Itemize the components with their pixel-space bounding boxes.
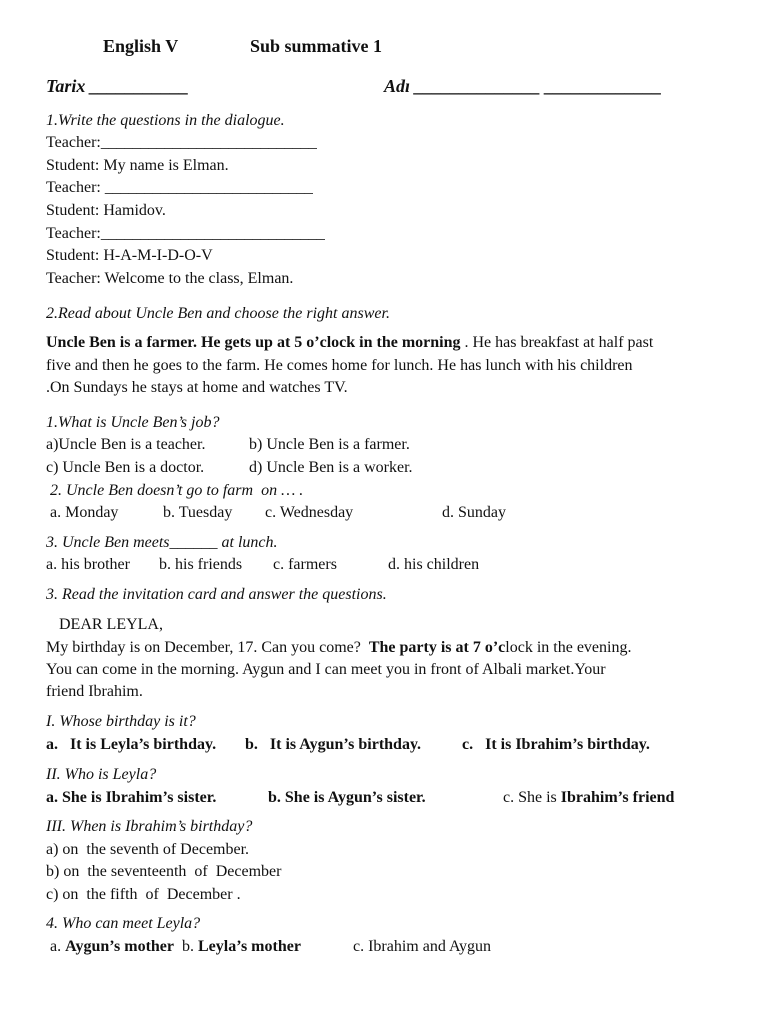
option-q4-b-prefix: b. [174,938,198,955]
name-field[interactable] [384,76,662,96]
question-I: I. Whose birthday is it? [46,713,196,730]
letter-line1-a: My birthday is on December, 17. Can you come? [46,639,369,656]
option-qII-a[interactable]: a. She is Ibrahim’s sister. [46,789,217,806]
option-q2-b[interactable]: b. Tuesday [163,504,233,521]
option-qI-c[interactable]: c. It is Ibrahim’s birthday. [462,736,650,753]
date-blank: ___________ [89,76,189,96]
option-q1-a[interactable]: a)Uncle Ben is a teacher. [46,436,206,453]
date-label: Tarix [46,76,86,96]
option-qI-a[interactable]: a. It is Leyla’s birthday. [46,736,217,753]
dialogue-line: Student: My name is Elman. [46,157,229,174]
question-III: III. When is Ibrahim’s birthday? [46,818,253,835]
option-q2-a[interactable]: a. Monday [50,504,119,521]
option-q4-a: Aygun’s mother [65,938,174,955]
option-q1-c[interactable]: c) Uncle Ben is a doctor. [46,459,205,476]
test-title: Sub summative 1 [250,36,383,56]
dialogue-line: Student: Hamidov. [46,202,166,219]
option-q1-d[interactable]: d) Uncle Ben is a worker. [249,459,413,476]
date-field[interactable] [46,76,189,96]
reading-rest: . He has breakfast at half past [460,334,654,351]
dialogue-line[interactable]: Teacher:___________________________ [46,134,317,151]
question-1: 1.What is Uncle Ben’s job? [46,414,220,431]
name-label: Adı [384,76,411,96]
dialogue-line[interactable]: Teacher: __________________________ [46,179,313,196]
name-blank: ______________ _____________ [414,76,663,96]
option-q2-c[interactable]: c. Wednesday [265,504,354,521]
option-qIII-b[interactable]: b) on the seventeenth of December [46,863,282,880]
option-q3-b[interactable]: b. his friends [159,556,243,573]
option-q3-a[interactable]: a. his brother [46,556,130,573]
task1-heading: 1.Write the questions in the dialogue. [46,112,285,129]
letter-line: You can come in the morning. Aygun and I can meet you in front of Albali market.Your [46,661,606,678]
letter-line [46,638,631,658]
letter-line1-c: lock in the evening. [505,639,632,656]
option-qII-c-bold: Ibrahim’s friend [560,789,675,806]
dialogue-line: Student: H-A-M-I-D-O-V [46,247,213,264]
task3-heading: 3. Read the invitation card and answer the questions. [46,586,387,603]
reading-text-line: five and then he goes to the farm. He comes home for lunch. He has lunch with his children [46,357,633,374]
question-3: 3. Uncle Ben meets______ at lunch. [46,534,278,551]
option-q3-d[interactable]: d. his children [388,556,480,573]
reading-bold: Uncle Ben is a farmer. He gets up at 5 o’clock in the morning [46,334,461,351]
option-qII-c-prefix: c. She is [503,789,561,806]
question-2: 2. Uncle Ben doesn’t go to farm on … . [50,482,304,499]
option-q1-b[interactable]: b) Uncle Ben is a farmer. [249,436,410,453]
option-q4-a-prefix: a. [50,938,66,955]
reading-text-line [46,333,653,353]
option-q4-ab[interactable] [50,937,301,957]
letter-line1-bold: The party is at 7 o’c [368,639,506,656]
dialogue-line: Teacher: Welcome to the class, Elman. [46,270,294,287]
question-II: II. Who is Leyla? [46,766,157,783]
option-q2-d[interactable]: d. Sunday [442,504,506,521]
task2-heading: 2.Read about Uncle Ben and choose the right answer. [46,305,390,322]
option-qII-c[interactable] [503,788,674,808]
subject-title: English V [103,36,179,56]
option-q3-c[interactable]: c. farmers [273,556,337,573]
question-4: 4. Who can meet Leyla? [46,915,201,932]
option-qI-b[interactable]: b. It is Aygun’s birthday. [245,736,422,753]
option-q4-b: Leyla’s mother [198,938,301,955]
option-qII-b[interactable]: b. She is Aygun’s sister. [268,789,426,806]
letter-greeting: DEAR LEYLA, [59,616,163,633]
option-q4-c[interactable]: c. Ibrahim and Aygun [353,938,492,955]
letter-line: friend Ibrahim. [46,683,143,700]
dialogue-line[interactable]: Teacher:____________________________ [46,225,325,242]
option-qIII-c[interactable]: c) on the fifth of December . [46,886,241,903]
reading-text-line: .On Sundays he stays at home and watches TV. [46,379,348,396]
option-qIII-a[interactable]: a) on the seventh of December. [46,841,250,858]
